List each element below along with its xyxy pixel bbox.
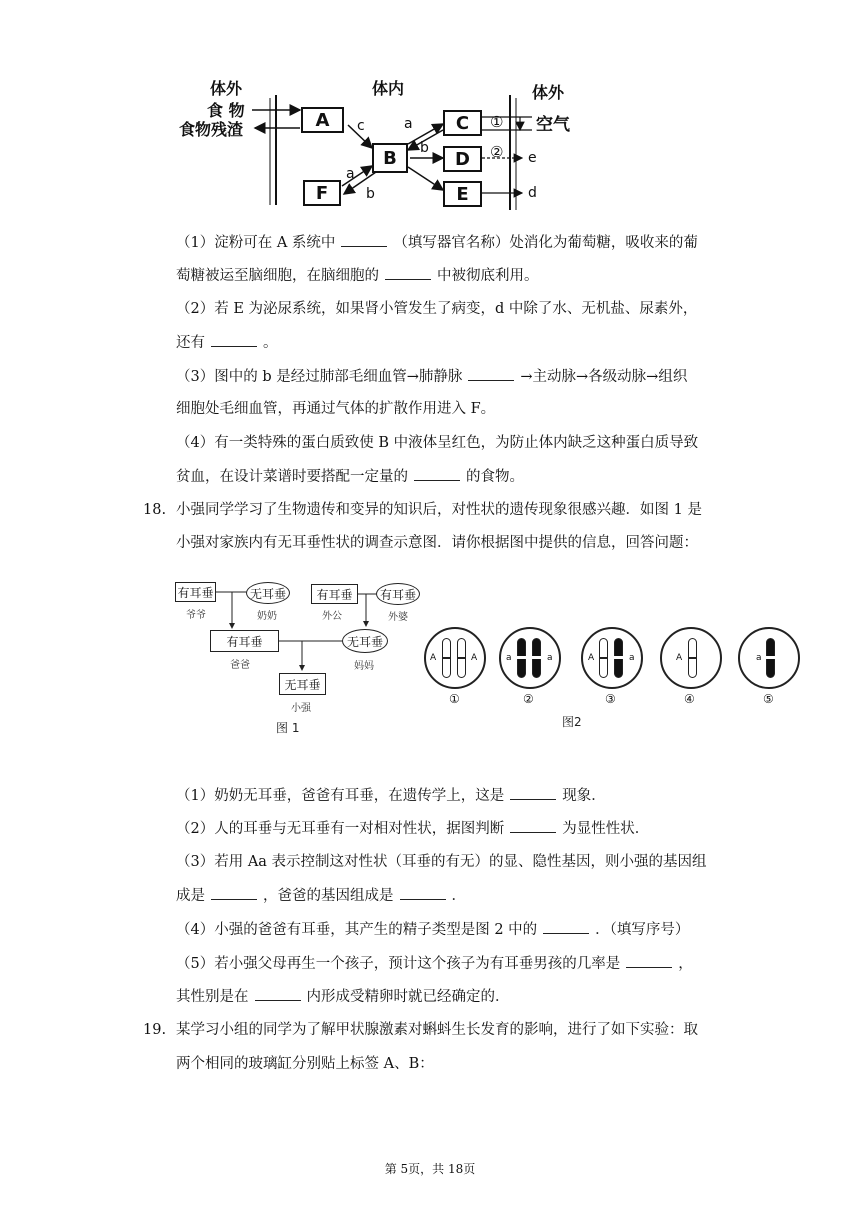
answer-blank[interactable] (543, 919, 589, 934)
q18-sub5-line1: （5）若小强父母再生一个孩子，预计这个孩子为有耳垂男孩的几率是 ， (176, 953, 693, 974)
gene-label: a (506, 653, 512, 663)
gene-label: A (471, 653, 478, 663)
cell-number-4: ④ (684, 692, 695, 706)
maternal-grandpa-box: 有耳垂 (311, 584, 358, 604)
figure2-caption: 图2 (562, 715, 582, 729)
q18-intro-line1: 小强同学学习了生物遗传和变异的知识后，对性状的遗传现象很感兴趣．如图 1 是 (176, 502, 702, 518)
food-label: 食 物 (207, 101, 245, 120)
chromosome-light (457, 638, 466, 678)
q18-sub5-line2: 其性别是在 内形成受精卵时就已经确定的． (176, 986, 510, 1007)
grandma-oval: 无耳垂 (246, 582, 290, 604)
marker-one: ① (490, 113, 504, 131)
cell-2 (499, 627, 561, 689)
dad-label: 爸爸 (230, 660, 250, 671)
arrow-label-b-low: b (366, 186, 375, 202)
arrow-label-c: c (357, 118, 365, 134)
figure1-caption: 图 1 (276, 721, 300, 735)
box-f: F (303, 180, 341, 206)
q19-line2: 两个相同的玻璃缸分别贴上标签 A、B： (176, 1056, 434, 1072)
q19-line1: 某学习小组的同学为了解甲状腺激素对蝌蚪生长发育的影响，进行了如下实验：取 (176, 1022, 698, 1038)
chromosome-dark (532, 638, 541, 678)
gene-label: A (676, 653, 683, 663)
cell-number-3: ③ (605, 692, 616, 706)
arrow-label-b-mid: b (420, 140, 429, 156)
chromosome-light (442, 638, 451, 678)
q17-part2-line2: 还有 。 (176, 332, 278, 353)
q18-sub1: （1）奶奶无耳垂，爸爸有耳垂，在遗传学上，这是 现象． (176, 785, 606, 806)
cell-number-1: ① (449, 692, 460, 706)
answer-blank[interactable] (510, 785, 556, 800)
answer-blank[interactable] (211, 885, 257, 900)
grandpa-label: 爷爷 (186, 610, 206, 621)
mom-label: 妈妈 (354, 661, 374, 672)
arrow-label-d: d (528, 185, 537, 201)
q17-part2-line1: （2）若 E 为泌尿系统，如果肾小管发生了病变，d 中除了水、无机盐、尿素外， (176, 301, 698, 317)
cell-3 (581, 627, 643, 689)
q18-sub3-line1: （3）若用 Aa 表示控制这对性状（耳垂的有无）的显、隐性基因，则小强的基因组 (176, 854, 707, 870)
box-a: A (301, 107, 344, 133)
child-box: 无耳垂 (279, 673, 326, 695)
box-d: D (443, 146, 482, 172)
child-label: 小强 (291, 703, 311, 714)
cell-4 (660, 627, 722, 689)
air-label: 空气 (536, 115, 570, 135)
q17-part4-line1: （4）有一类特殊的蛋白质致使 B 中液体呈红色，为防止体内缺乏这种蛋白质导致 (176, 435, 699, 451)
q18-sub4: （4）小强的爸爸有耳垂，其产生的精子类型是图 2 中的 ．（填写序号） (176, 919, 689, 940)
outside-left-label: 体外 (210, 79, 243, 98)
arrow-label-a-low: a (346, 166, 355, 182)
answer-blank[interactable] (255, 986, 301, 1001)
box-c: C (443, 110, 482, 136)
q19-number: 19. (143, 1022, 167, 1038)
gene-label: a (629, 653, 635, 663)
q18-sub2: （2）人的耳垂与无耳垂有一对相对性状，据图判断 为显性性状． (176, 818, 649, 839)
q17-part3-line2: 细胞处毛细血管，再通过气体的扩散作用进入 F。 (176, 401, 496, 417)
food-residue-label: 食物残渣 (179, 120, 244, 139)
chromosome-dark (766, 638, 775, 678)
gene-label: a (756, 653, 762, 663)
maternal-grandpa-label: 外公 (322, 611, 342, 622)
dad-box: 有耳垂 (210, 630, 279, 652)
grandpa-box: 有耳垂 (175, 582, 216, 602)
cell-number-2: ② (523, 692, 534, 706)
gene-label: a (547, 653, 553, 663)
maternal-grandma-label: 外婆 (388, 612, 408, 623)
box-e: E (443, 181, 482, 207)
maternal-grandma-oval: 有耳垂 (376, 583, 420, 605)
cell-5 (738, 627, 800, 689)
q18-sub3-line2: 成是 ，爸爸的基因组成是 ． (176, 885, 466, 906)
q17-part4-line2: 贫血，在设计菜谱时要搭配一定量的 的食物。 (176, 466, 524, 487)
arrow-label-a-top: a (404, 116, 413, 132)
chromosome-dark (517, 638, 526, 678)
mom-oval: 无耳垂 (342, 629, 388, 653)
q17-part3-line1: （3）图中的 b 是经过肺部毛细血管→肺静脉 →主动脉→各级动脉→组织 (176, 366, 687, 387)
arrow-label-e: e (528, 150, 537, 166)
gene-label: A (588, 653, 595, 663)
answer-blank[interactable] (400, 885, 446, 900)
outside-right-label: 体外 (532, 83, 565, 102)
chromosome-light (599, 638, 608, 678)
chromosome-light (688, 638, 697, 678)
answer-blank[interactable] (626, 953, 672, 968)
q17-part1-line1: （1）淀粉可在 A 系统中 （填写器官名称）处消化为葡萄糖，吸收来的葡 (176, 232, 698, 253)
chromosome-dark (614, 638, 623, 678)
inside-label: 体内 (372, 79, 405, 98)
q18-number: 18. (143, 502, 167, 518)
box-b: B (372, 143, 408, 173)
cell-number-5: ⑤ (763, 692, 774, 706)
q18-intro-line2: 小强对家族内有无耳垂性状的调查示意图．请你根据图中提供的信息，回答问题： (176, 535, 698, 551)
marker-two: ② (490, 143, 504, 161)
page-footer: 第 5页，共 18页 (384, 1162, 476, 1176)
answer-blank[interactable] (510, 818, 556, 833)
grandma-label: 奶奶 (257, 611, 277, 622)
gene-label: A (430, 653, 437, 663)
q17-part1-line2: 萄糖被运至脑细胞，在脑细胞的 中被彻底利用。 (176, 265, 539, 286)
cell-1 (424, 627, 486, 689)
